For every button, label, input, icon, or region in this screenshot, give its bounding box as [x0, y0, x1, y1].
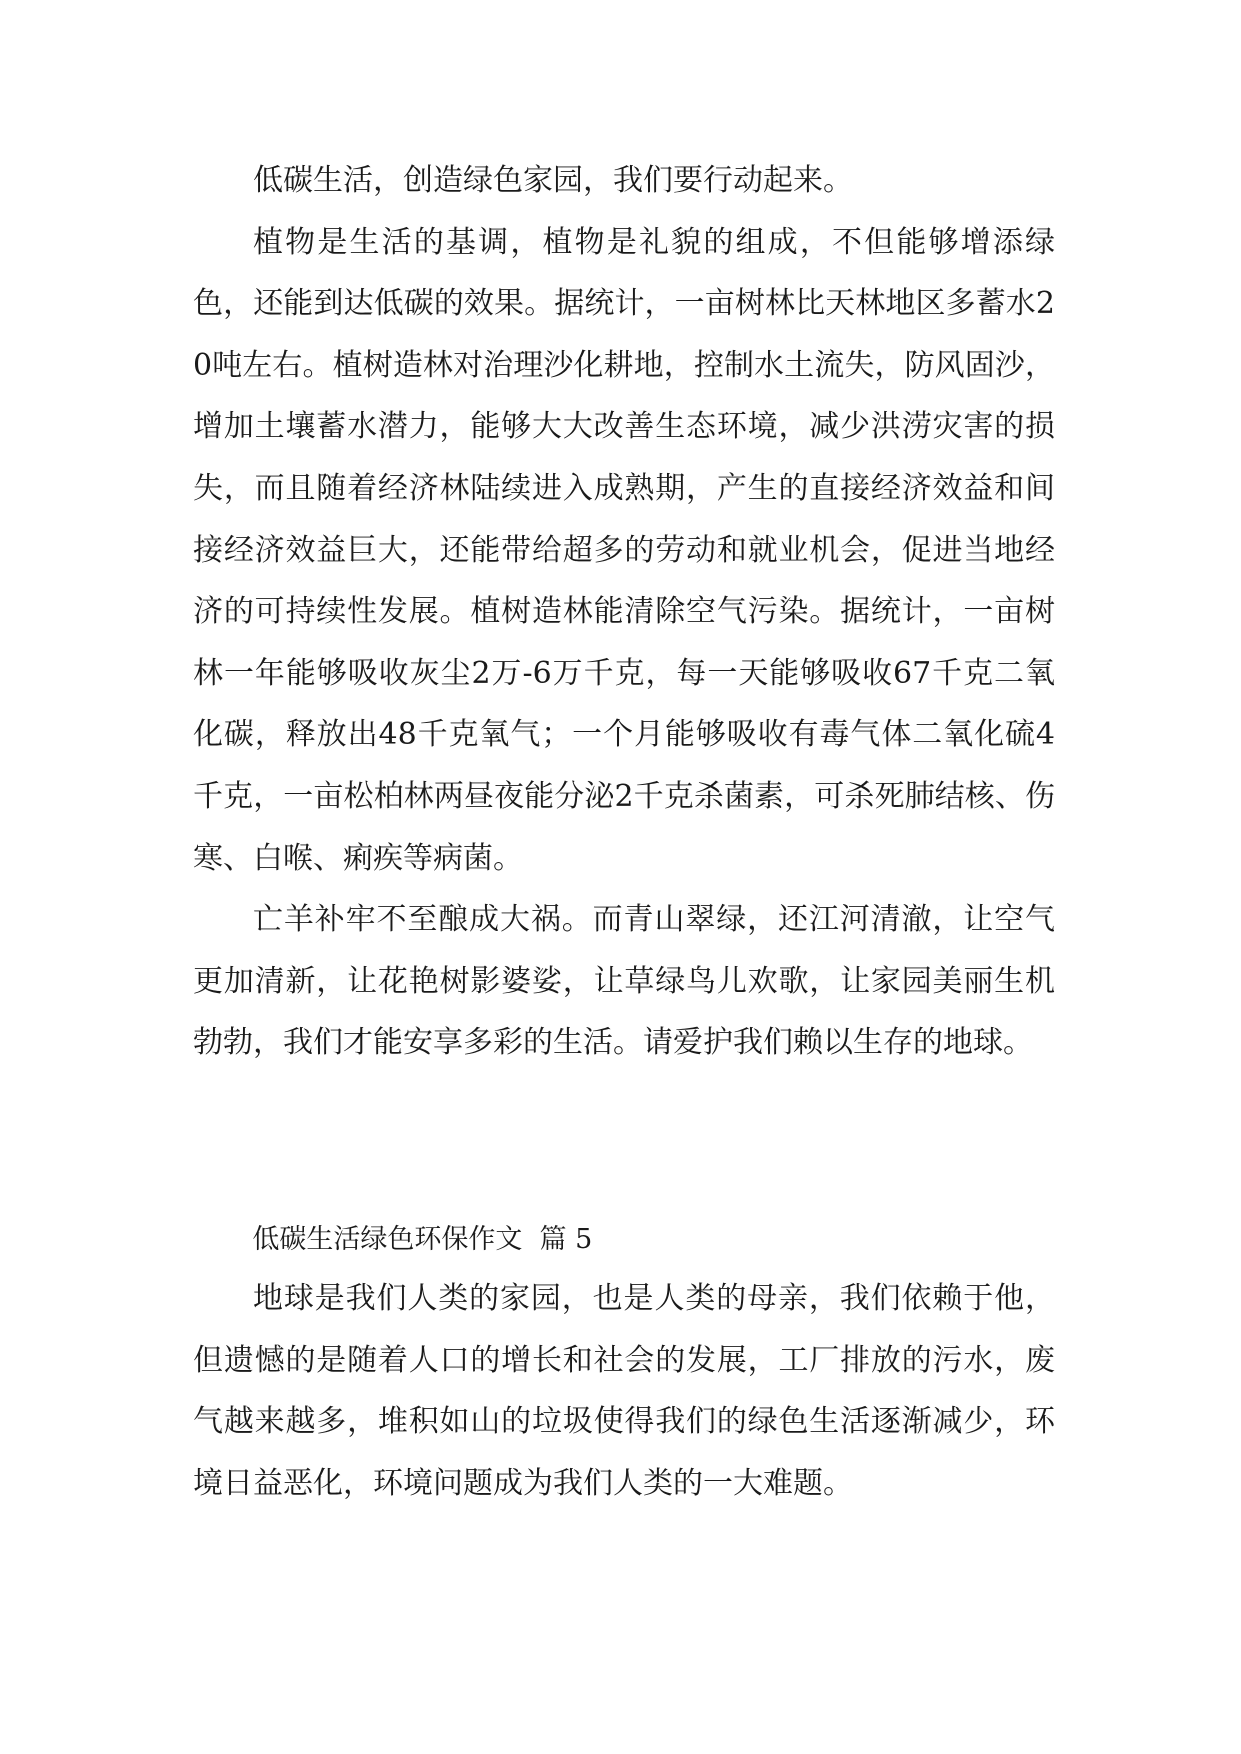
section-paragraph: 地球是我们人类的家园，也是人类的母亲，我们依赖于他，但遗憾的是随着人口的增长和社会的发展，工厂排放的污水，废气越来越多，堆积如山的垃圾使得我们的绿色生活逐渐减少，环境日益恶化，环境问题成为我们人类的一大难题。 — [193, 1281, 1055, 1501]
paragraph-intro: 低碳生活，创造绿色家园，我们要行动起来。 — [253, 163, 853, 198]
paragraph-plants: 植物是生活的基调，植物是礼貌的组成，不但能够增添绿色，还能到达低碳的效果。据统计，一亩树林比天林地区多蓄水20吨左右。植树造林对治理沙化耕地，控制水土流失，防风固沙，增加土壤蓄水潜力，能够大大改善生态环境，减少洪涝灾害的损失，而且随着经济林陆续进入成熟期，产生的直接经济效益和间接经济效益巨大，还能带给超多的劳动和就业机会，促进当地经济的可持续性发展。植树造林能清除空气污染。据统计，一亩树林一年能够吸收灰尘2万-6万千克，每一天能够吸收67千克二氧化碳，释放出48千克氧气；一个月能够吸收有毒气体二氧化硫4千克，一亩松柏林两昼夜能分泌2千克杀菌素，可杀死肺结核、伤寒、白喉、痢疾等病菌。 — [193, 224, 1055, 876]
essay-section-5 — [193, 1212, 1055, 1514]
paragraph-conclusion: 亡羊补牢不至酿成大祸。而青山翠绿，还江河清澈，让空气更加清新，让花艳树影婆娑，让草绿鸟儿欢歌，让家园美丽生机勃勃，我们才能安享多彩的生活。请爱护我们赖以生存的地球。 — [193, 902, 1055, 1061]
section-heading: 低碳生活绿色环保作文 篇 5 — [252, 1224, 593, 1255]
document-body — [193, 150, 1055, 1074]
